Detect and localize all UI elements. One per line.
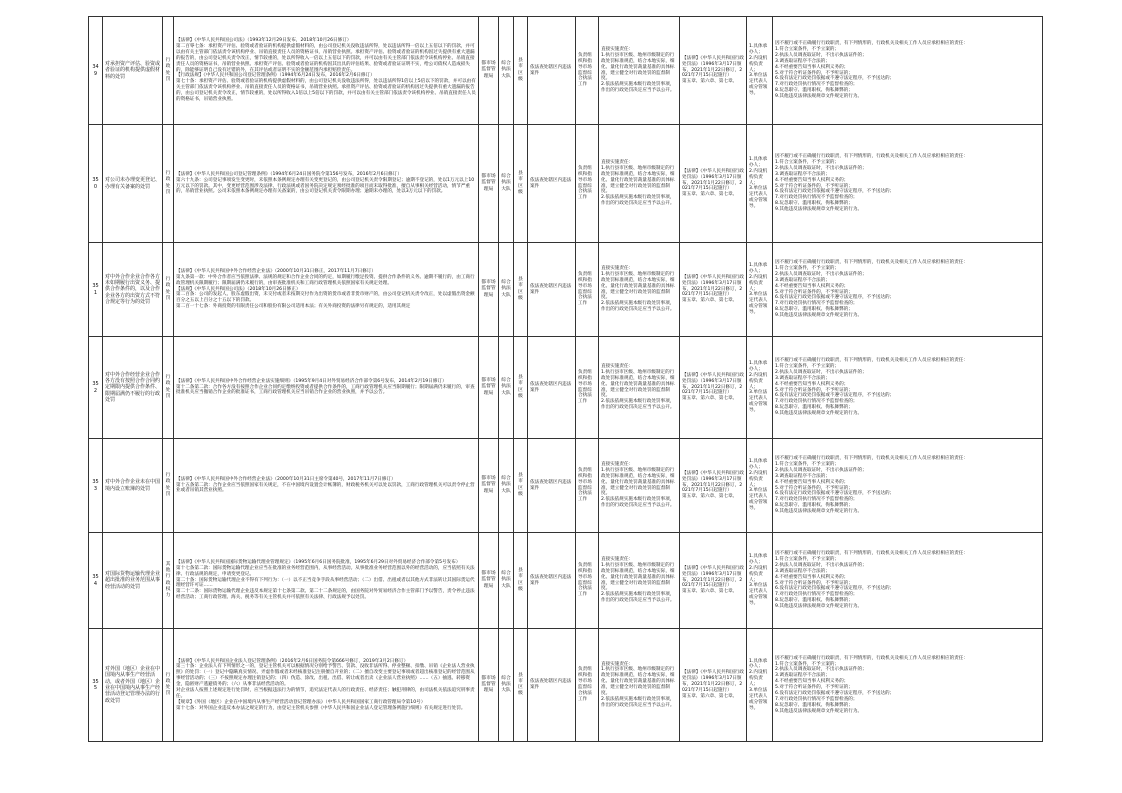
implementing-level: 县市区级 — [514, 17, 528, 125]
jurisdiction-scope: 依法查处辖区内违法案件 — [528, 243, 576, 337]
legal-basis: 【法律】《中华人民共和国企业法人登记管理条例》（2016年2月6日国务院令第666号修订，2019年3月2日修订） 第三十条：企业法人有下列情形之一的，登记主管机关可以根据情况分别给予警告、罚款、没收非法所得、停业整顿、扣缴、吊销《企业法人营业执照》的处罚：（一）登记中隐瞒真实情况、弄虚作假或者未经核准登记注册擅自开业的；（二）擅自改变主要登记事项或者超出核准登记的经营范围从事经营活动的；（三）不按照规定办理注销登记的；（四）伪造、涂改、出租、出借、转让或者出卖《企业法人营业执照》……（五）抽逃、转移资金，隐匿财产逃避债务的；（六）从事非法经营活动的。 对企业法人按照上述规定进行处罚时，应当根据违法行为的情节，追究法定代表人的行政责任、经济责任；触犯刑律的，由司法机关依法追究刑事责任。 【规章】《外国（地区）企业在中国境内从事生产经营活动登记管理办法》（中华人民共和国国家工商行政管理局令第10号） 第十七条：对外国企业违反本办法之规定的行为，由登记主管机关参照《中华人民共和国企业法人登记管理条例施行细则》有关规定进行处罚。 — [174, 629, 479, 742]
table-row — [89, 629, 1043, 742]
row-number: 354 — [89, 533, 103, 629]
power-type: 行政处罚 — [163, 337, 174, 439]
duty-matters: 直接实施责任： 1.执行县市区级、地州市级制定的行政处罚标准规范，结合本地实际，细化、量化行政处罚裁量基准的具体标准，建立健全对行政处罚的监督制度。 2.依法依规实施本级行政处罚事项，作出的行政处罚决定应当予以公开。 — [599, 533, 680, 629]
responsible-body: 负责组织和指导市场监督综合执法工作 — [576, 533, 599, 629]
implementing-agency: 都市场监督管理局 — [479, 629, 499, 742]
jurisdiction-scope: 依法查处辖区内违法案件 — [528, 125, 576, 243]
responsible-persons: 1.具体承办人； 2.内设机构负责人； 3.单位法定代表人或分管领导。 — [747, 243, 773, 337]
implementing-level: 县市区级 — [514, 243, 528, 337]
responsible-persons: 1.具体承办人； 2.内设机构负责人； 3.单位法定代表人或分管领导。 — [747, 533, 773, 629]
implementing-agency: 都市场监督管理局 — [479, 337, 499, 439]
responsibility-table — [88, 16, 1043, 742]
accountability-basis: 【法律】《中华人民共和国行政处罚法》（1996年3月17日颁布，2021年1月22日修订，2021年7月15日起施行） 第五章、第六章、第七章。 — [680, 243, 747, 337]
table-row — [89, 533, 1043, 629]
accountability-circumstances: 因不履行或不正确履行行政职责，有下列情形的，行政机关及相关工作人员应承担相应的责任： 1.符合立案条件，不予立案的； 2.执法人员调查取证时，不出示执法证件的； 3.调查取证程序不合法的； 4.不经重要告知当事人权利义务的； 5.对于符合听证条件的，不予听证的； 6.没有法定行政处罚依据或不遵守法定程序，不予送达的； 7.对行政处罚执行情况不予监督检查的； 8.玩忽职守、滥用职权、徇私舞弊的； 9.其他违反法律法规规章文件规定的行为。 — [773, 17, 1043, 125]
table-row — [89, 337, 1043, 439]
item-name: 对国际货物运输代理企业超出批准的业务范围从事经营活动的处罚 — [103, 533, 163, 629]
row-number: 353 — [89, 439, 103, 533]
row-number: 351 — [89, 243, 103, 337]
implementing-agency: 都市场监督管理局 — [479, 125, 499, 243]
jurisdiction-scope: 依法查处辖区内违法案件 — [528, 533, 576, 629]
item-name: 对承担资产评估、验资或者验证的机构提供虚假材料的处罚 — [103, 17, 163, 125]
responsibility-list-sheet — [88, 16, 1042, 742]
implementing-agency: 都市场监督管理局 — [479, 243, 499, 337]
implementing-unit: 综合执法大队 — [499, 533, 514, 629]
duty-matters: 直接实施责任： 1.执行县市区级、地州市级制定的行政处罚标准规范，结合本地实际，细化、量化行政处罚裁量基准的具体标准，建立健全对行政处罚的监督制度。 2.依法依规实施本级行政处罚事项，作出的行政处罚决定应当予以公开。 — [599, 125, 680, 243]
power-type: 行政处罚 — [163, 125, 174, 243]
item-name: 对中外合作企业未在中国境内设立账簿的处罚 — [103, 439, 163, 533]
item-name: 对中外合作经营企业合作各方没有按照合作合同约定期限内提供合作条件、限期届满仍不履行的行政处罚 — [103, 337, 163, 439]
implementing-level: 县市区级 — [514, 439, 528, 533]
jurisdiction-scope: 依法查处辖区内违法案件 — [528, 337, 576, 439]
implementing-unit: 综合执法大队 — [499, 243, 514, 337]
legal-basis: 【法律】《中华人民共和国公司法》（1993年12月29日发布，2018年10月26日修订） 第二百零七条：承担资产评估、验资或者验证的机构提供虚假材料的，由公司登记机关没收违法所得，处以违法所得一倍以上五倍以下的罚款，并可以由有关主管部门依法责令该机构停业、吊销直接责任人员的资格证书，吊销营业执照。承担资产评估、验资或者验证的机构因过失提供有重大遗漏的报告的，由公司登记机关责令改正，情节较重的，处以所得收入一倍以上五倍以下的罚款，并可以由有关主管部门依法责令该机构停业、吊销直接责任人员的资格证书，吊销营业执照。承担资产评估、验资或者验证的机构因其出具的评估结果、验资或者验证证明不实，给公司债权人造成损失的，除能够证明自己没有过错的外，在其评估或者证明不实的金额范围内承担赔偿责任。 【行政法规】《中华人民共和国公司登记管理条例》（1994年6月24日发布，2016年2月6日修订） 第七十条：承担资产评估、验资或者验证的机构提供虚假材料的，由公司登记机关没收违法所得，处以违法所得1倍以上5倍以下的罚款，并可以由有关主管部门依法责令该机构停业、吊销直接责任人员的资格证书，吊销营业执照。承担资产评估、验资或者验证的机构因过失提供有重大遗漏的报告的，由公司登记机关责令改正，情节较重的，处以所得收入1倍以上5倍以下的罚款，并可以由有关主管部门依法责令该机构停业、吊销直接责任人员的资格证书，吊销营业执照。 — [174, 17, 479, 125]
accountability-circumstances: 因不履行或不正确履行行政职责，有下列情形的，行政机关及相关工作人员应承担相应的责任： 1.符合立案条件，不予立案的； 2.执法人员调查取证时，不出示执法证件的； 3.调查取证程序不合法的； 4.不经重要告知当事人权利义务的； 5.对于符合听证条件的，不予听证的； 6.没有法定行政处罚依据或不遵守法定程序，不予送达的； 7.对行政处罚执行情况不予监督检查的； 8.玩忽职守、滥用职权、徇私舞弊的； 9.其他违反法律法规规章文件规定的行为。 — [773, 533, 1043, 629]
implementing-unit: 综合执法大队 — [499, 439, 514, 533]
implementing-unit: 综合执法大队 — [499, 629, 514, 742]
responsible-body: 负责组织和指导市场监督综合执法工作 — [576, 17, 599, 125]
duty-matters: 直接实施责任： 1.执行县市区级、地州市级制定的行政处罚标准规范，结合本地实际，细化、量化行政处罚裁量基准的具体标准，建立健全对行政处罚的监督制度。 2.依法依规实施本级行政处罚事项，作出的行政处罚决定应当予以公开。 — [599, 439, 680, 533]
implementing-agency: 都市场监督管理局 — [479, 439, 499, 533]
implementing-agency: 都市场监督管理局 — [479, 17, 499, 125]
accountability-basis: 【法律】《中华人民共和国行政处罚法》（1996年3月17日颁布，2021年1月22日修订，2021年7月15日起施行） 第五章、第六章、第七章。 — [680, 125, 747, 243]
power-type: 行政处罚 — [163, 17, 174, 125]
jurisdiction-scope: 依法查处辖区内违法案件 — [528, 17, 576, 125]
legal-basis: 【法律】《中华人民共和国国际货物运输代理业管理规定》（1995年6月6日国务院批准，1995年6月29日对外贸易经济合作部令第5号发布） 第十七条第二款：国际货物运输代理企业应当在批准的业务经营范围内，从事经营活动。从事批准业务经营范围以外的经营活动的，应当依照有关法律、行政法规的规定，申请变更登记。 第二十条：国际货物运输代理企业不得有下列行为：（一）以不正当竞争手段从事经营活动；（二）出借、出租或者以其他方式非法转让其国际货运代理经营许可证…… 第二十二条：国际货物运输代理企业违反本规定第十七条第二款、第二十二条规定的，由国务院对外贸易经济合作主管部门予以警告，责令停止违法经营活动；工商行政管理、海关、税务等有关主管机关并可依照有关法律、行政法规予以处罚。 — [174, 533, 479, 629]
duty-matters: 直接实施责任： 1.执行县市区级、地州市级制定的行政处罚标准规范，结合本地实际，细化、量化行政处罚裁量基准的具体标准，建立健全对行政处罚的监督制度。 2.依法依规实施本级行政处罚事项，作出的行政处罚决定应当予以公开。 — [599, 243, 680, 337]
legal-basis: 【法律】《中华人民共和国公司登记管理条例》（1994年6月24日国务院令第156号发布，2016年2月6日修订） 第六十九条：公司登记事项发生变更时，未依照本条例规定办理有关变更登记的，由公司登记机关责令限期登记；逾期不登记的，处以1万元以上10万元以下的罚款。其中，变更经营范围涉及法律、行政法规或者国务院决定规定须经批准的项目而未取得批准，擅自从事相关经营活动，情节严重的，吊销营业执照。公司未依照本条例规定办理有关备案的，由公司登记机关责令限期办理；逾期未办理的，处以3万元以下的罚款。 — [174, 125, 479, 243]
implementing-unit: 综合执法大队 — [499, 125, 514, 243]
accountability-basis: 【法律】《中华人民共和国行政处罚法》（1996年3月17日颁布，2021年1月22日修订，2021年7月15日起施行） 第五章、第六章、第七章。 — [680, 533, 747, 629]
power-type: 其他行政权力 — [163, 533, 174, 629]
table-row — [89, 125, 1043, 243]
responsible-body: 负责组织和指导市场监督综合执法工作 — [576, 439, 599, 533]
implementing-unit: 综合执法大队 — [499, 17, 514, 125]
legal-basis: 【法律】《中华人民共和国中外合作经营企业法实施细则》（1995年9月4日对外贸易经济合作部令第6号发布，2014年2月19日修订） 第十二条第二款：合作各方没有按照合作企业合同约定缴纳投资或者提供合作条件的，工商行政管理机关应当限期履行；限期届满仍未履行的，审查批准机关应当撤销合作企业的批准证书，工商行政管理机关应当吊销合作企业的营业执照，并予以公告。 — [174, 337, 479, 439]
row-number: 349 — [89, 17, 103, 125]
responsible-persons: 1.具体承办人； 2.内设机构负责人； 3.单位法定代表人或分管领导。 — [747, 337, 773, 439]
table-row — [89, 243, 1043, 337]
table-row — [89, 439, 1043, 533]
power-type: 行政处罚 — [163, 439, 174, 533]
accountability-circumstances: 因不履行或不正确履行行政职责，有下列情形的，行政机关及相关工作人员应承担相应的责任： 1.符合立案条件，不予立案的； 2.执法人员调查取证时，不出示执法证件的； 3.调查取证程序不合法的； 4.不经重要告知当事人权利义务的； 5.对于符合听证条件的，不予听证的； 6.没有法定行政处罚依据或不遵守法定程序，不予送达的； 7.对行政处罚执行情况不予监督检查的； 8.玩忽职守、滥用职权、徇私舞弊的； 9.其他违反法律法规规章文件规定的行为。 — [773, 439, 1043, 533]
responsible-body: 负责组织和指导市场监督综合执法工作 — [576, 629, 599, 742]
duty-matters: 直接实施责任： 1.执行县市区级、地州市级制定的行政处罚标准规范，结合本地实际，细化、量化行政处罚裁量基准的具体标准，建立健全对行政处罚的监督制度。 2.依法依规实施本级行政处罚事项，作出的行政处罚决定应当予以公开。 — [599, 629, 680, 742]
legal-basis: 【法律】《中华人民共和国中外合作经营企业法》（2000年10月31日主席令第40号，2017年11月7日修订） 第十五条第二款：合作企业应当依照国家有关规定，不在中国境内设置会计帐簿的，财政税务机关可以处以罚款，工商行政管理机关可以责令停止营业或者吊销其营业执照。 — [174, 439, 479, 533]
implementing-level: 县市区级 — [514, 337, 528, 439]
implementing-level: 县市区级 — [514, 125, 528, 243]
item-name: 对外国（地区）企业在中国境内从事生产经营活动，或者外国（地区）企业在中国境内从事生产经营活动登记管理办法的行政处罚 — [103, 629, 163, 742]
row-number: 352 — [89, 337, 103, 439]
accountability-circumstances: 因不履行或不正确履行行政职责，有下列情形的，行政机关及相关工作人员应承担相应的责任： 1.符合立案条件，不予立案的； 2.执法人员调查取证时，不出示执法证件的； 3.调查取证程序不合法的； 4.不经重要告知当事人权利义务的； 5.对于符合听证条件的，不予听证的； 6.没有法定行政处罚依据或不遵守法定程序，不予送达的； 7.对行政处罚执行情况不予监督检查的； 8.玩忽职守、滥用职权、徇私舞弊的； 9.其他违反法律法规规章文件规定的行为。 — [773, 337, 1043, 439]
responsible-persons: 1.具体承办人； 2.内设机构负责人； 3.单位法定代表人或分管领导。 — [747, 439, 773, 533]
accountability-basis: 【法律】《中华人民共和国行政处罚法》（1996年3月17日颁布，2021年1月22日修订，2021年7月15日起施行） 第五章、第六章、第七章。 — [680, 17, 747, 125]
responsible-body: 负责组织和指导市场监督综合执法工作 — [576, 125, 599, 243]
accountability-circumstances: 因不履行或不正确履行行政职责，有下列情形的，行政机关及相关工作人员应承担相应的责任： 1.符合立案条件，不予立案的； 2.执法人员调查取证时，不出示执法证件的； 3.调查取证程序不合法的； 4.不经重要告知当事人权利义务的； 5.对于符合听证条件的，不予听证的； 6.没有法定行政处罚依据或不遵守法定程序，不予送达的； 7.对行政处罚执行情况不予监督检查的； 8.玩忽职守、滥用职权、徇私舞弊的； 9.其他违反法律法规规章文件规定的行为。 — [773, 125, 1043, 243]
implementing-unit: 综合执法大队 — [499, 337, 514, 439]
implementing-level: 县市区级 — [514, 629, 528, 742]
responsible-persons: 1.具体承办人； 2.内设机构负责人； 3.单位法定代表人或分管领导。 — [747, 629, 773, 742]
implementing-level: 县市区级 — [514, 533, 528, 629]
legal-basis: 【法律】《中华人民共和国中外合作经营企业法》（2000年10月31日修正，2017年11月7日修订） 第九条第一款：中外合作者应当依照法律、法规的规定和合作企业合同的约定，如期履行缴足投资、提供合作条件的义务。逾期不履行的，由工商行政管理机关限期履行；限期届满仍未履行的，由审查批准机关和工商行政管理机关依照国家有关规定处理。 【法规】《中华人民共和国公司法》（2018年10月26日修正） 第二百条：公司的发起人、股东虚假出资，未交付或者未按期交付作为出资的货币或者非货币财产的，由公司登记机关责令改正，处以虚假出资金额百分之五以上百分之十五以下的罚款。 第二百一十七条：外商投资的有限责任公司和股份有限公司适用本法；有关外商投资的法律另有规定的，适用其规定 — [174, 243, 479, 337]
item-name: 对中外合作企业合作各方未如期履行出资义务、提供合作条件的，以及合作企业各方的出资方式不符合规定等行为的处罚 — [103, 243, 163, 337]
item-name: 对公司未办理变更登记、办理有关备案的处罚 — [103, 125, 163, 243]
responsible-persons: 1.具体承办人； 2.内设机构负责人； 3.单位法定代表人或分管领导。 — [747, 17, 773, 125]
table-row — [89, 17, 1043, 125]
accountability-basis: 【法律】《中华人民共和国行政处罚法》（1996年3月17日颁布，2021年1月22日修订，2021年7月15日起施行） 第五章、第六章、第七章。 — [680, 337, 747, 439]
accountability-basis: 【法律】《中华人民共和国行政处罚法》（1996年3月17日颁布，2021年1月22日修订，2021年7月15日起施行） 第五章、第六章、第七章。 — [680, 439, 747, 533]
responsible-body: 负责组织和指导市场监督综合执法工作 — [576, 337, 599, 439]
row-number: 350 — [89, 125, 103, 243]
jurisdiction-scope: 依法查处辖区内违法案件 — [528, 629, 576, 742]
row-number: 355 — [89, 629, 103, 742]
accountability-circumstances: 因不履行或不正确履行行政职责，有下列情形的，行政机关及相关工作人员应承担相应的责任： 1.符合立案条件，不予立案的； 2.执法人员调查取证时，不出示执法证件的； 3.调查取证程序不合法的； 4.不经重要告知当事人权利义务的； 5.对于符合听证条件的，不予听证的； 6.没有法定行政处罚依据或不遵守法定程序，不予送达的； 7.对行政处罚执行情况不予监督检查的； 8.玩忽职守、滥用职权、徇私舞弊的； 9.其他违反法律法规规章文件规定的行为。 — [773, 243, 1043, 337]
duty-matters: 直接实施责任： 1.执行县市区级、地州市级制定的行政处罚标准规范，结合本地实际，细化、量化行政处罚裁量基准的具体标准，建立健全对行政处罚的监督制度。 2.依法依规实施本级行政处罚事项，作出的行政处罚决定应当予以公开。 — [599, 17, 680, 125]
accountability-circumstances: 因不履行或不正确履行行政职责，有下列情形的，行政机关及相关工作人员应承担相应的责任： 1.符合立案条件，不予立案的； 2.执法人员调查取证时，不出示执法证件的； 3.调查取证程序不合法的； 4.不经重要告知当事人权利义务的； 5.对于符合听证条件的，不予听证的； 6.没有法定行政处罚依据或不遵守法定程序，不予送达的； 7.对行政处罚执行情况不予监督检查的； 8.玩忽职守、滥用职权、徇私舞弊的； 9.其他违反法律法规规章文件规定的行为。 — [773, 629, 1043, 742]
implementing-agency: 都市场监督管理局 — [479, 533, 499, 629]
responsible-body: 负责组织和指导市场监督综合执法工作 — [576, 243, 599, 337]
power-type: 行政处罚 — [163, 243, 174, 337]
accountability-basis: 【法律】《中华人民共和国行政处罚法》（1996年3月17日颁布，2021年1月22日修订，2021年7月15日起施行） 第五章、第六章、第七章。 — [680, 629, 747, 742]
power-type: 行政处罚 — [163, 629, 174, 742]
duty-matters: 直接实施责任： 1.执行县市区级、地州市级制定的行政处罚标准规范，结合本地实际，细化、量化行政处罚裁量基准的具体标准，建立健全对行政处罚的监督制度。 2.依法依规实施本级行政处罚事项，作出的行政处罚决定应当予以公开。 — [599, 337, 680, 439]
responsible-persons: 1.具体承办人； 2.内设机构负责人； 3.单位法定代表人或分管领导。 — [747, 125, 773, 243]
jurisdiction-scope: 依法查处辖区内违法案件 — [528, 439, 576, 533]
